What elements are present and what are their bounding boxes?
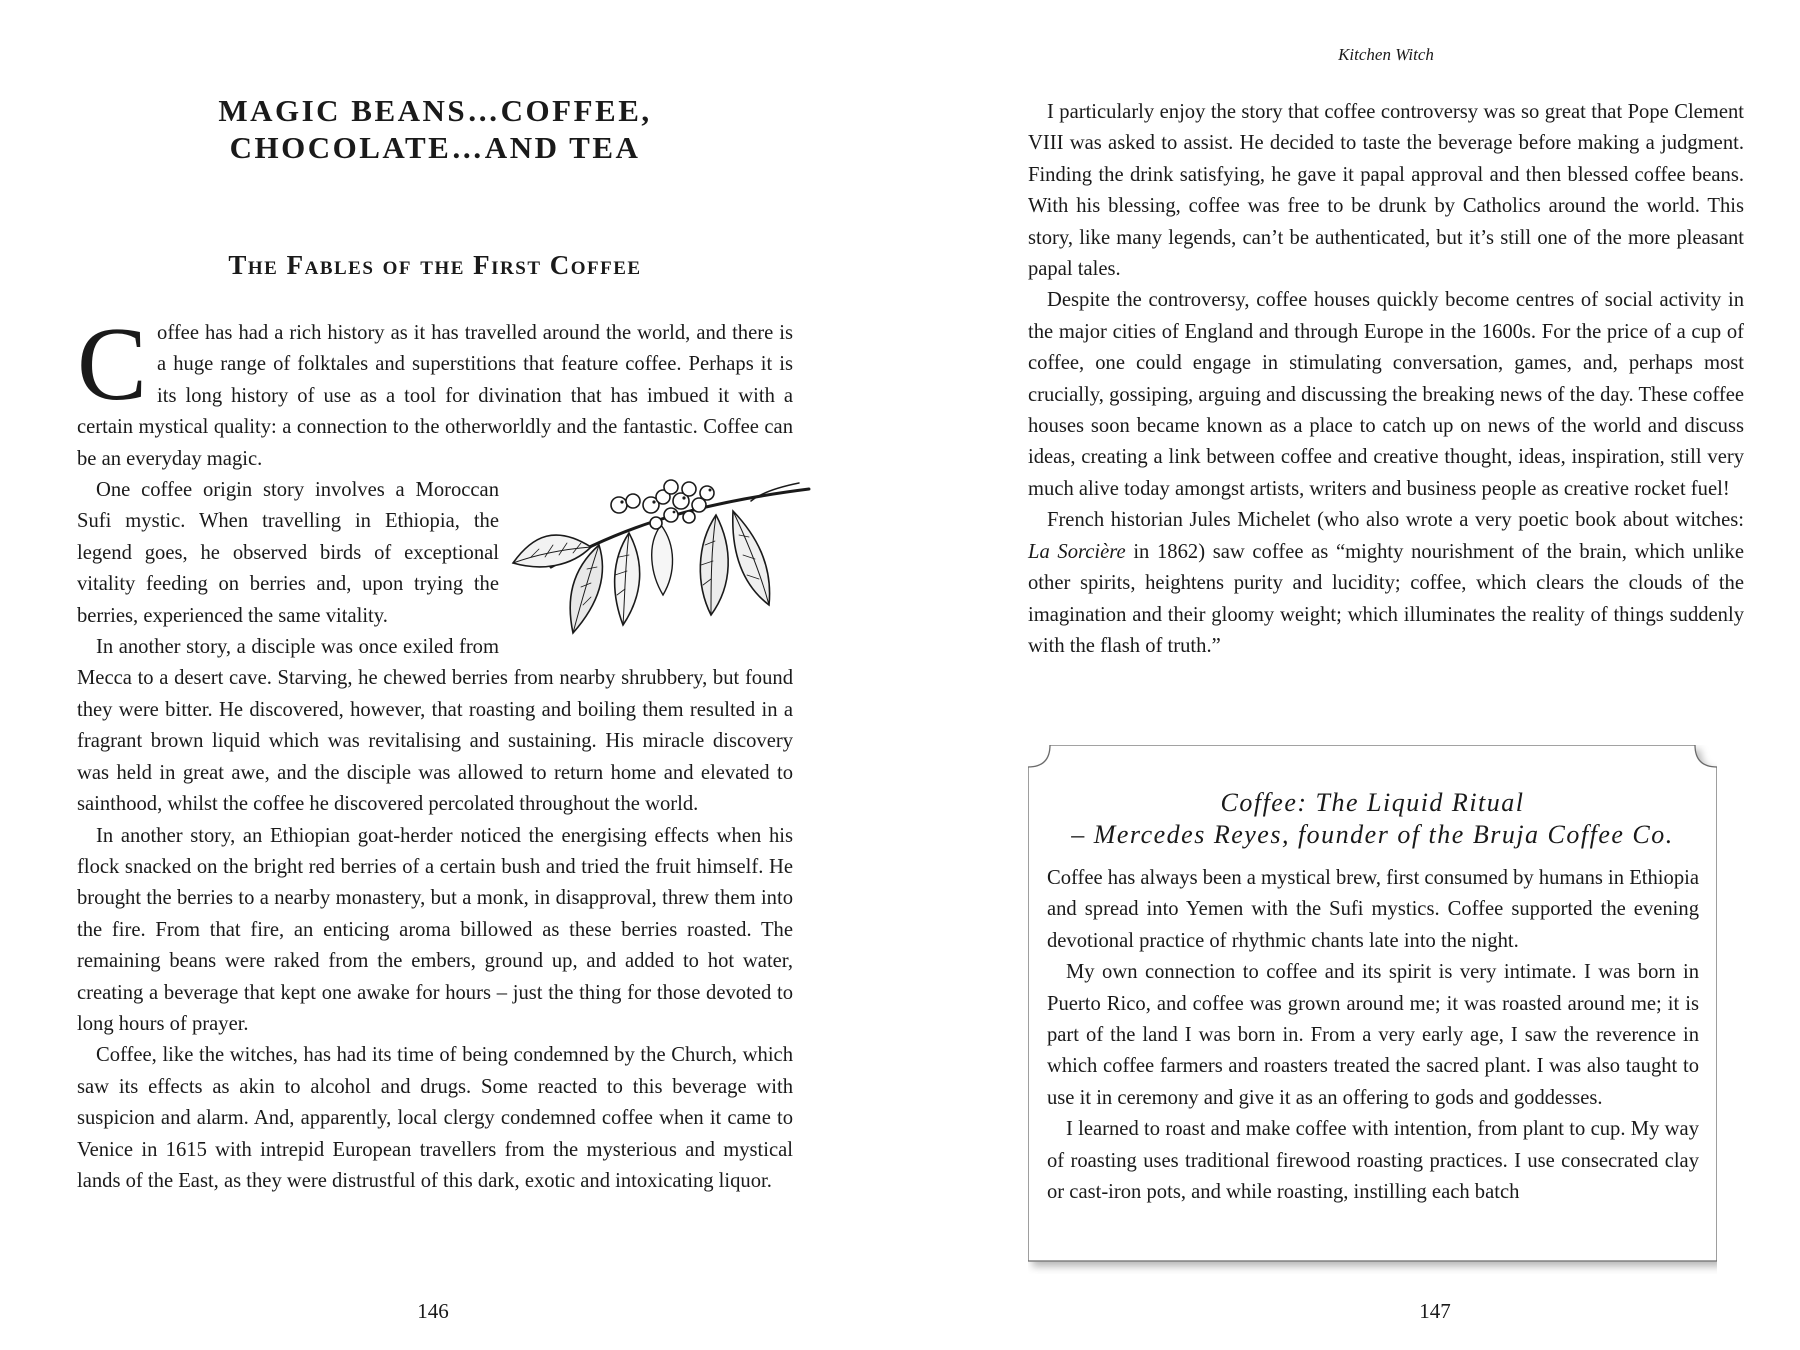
paragraph: In another story, an Ethiopian goat-herder noticed the energising effects when his flock snacked on the bright red berries of a certain bush and tried the fruit himself. He brought the berries to a nearby monastery, but a monk, in disapproval, threw them into the fire. From that fire, an enticing aroma billowed as these berries roasted. The remaining beans were raked from the embers, ground up, and added to hot water, creating a beverage that kept one awake for hours – just the thing for those devoted to long hours of prayer. bbox=[77, 824, 793, 1035]
sidebar-box bbox=[1028, 745, 1717, 1274]
sidebar-title bbox=[1028, 787, 1717, 851]
sidebar-body-text bbox=[1047, 863, 1699, 1208]
chapter-title-line-1: MAGIC BEANS…COFFEE, bbox=[218, 93, 652, 128]
paragraph: Coffee, like the witches, has had its time of being condemned by the Church, which saw its effects as akin to alcohol and drugs. Some reacted to this beverage with suspicion and alarm. And, apparently, local clergy condemned coffee when it came to Venice in 1615 with intrepid European travellers from the mysterious and mystical lands of the East, as they were distrustful of this dark, exotic and intoxicating liquor. bbox=[77, 1044, 793, 1192]
paragraph-text: One coffee origin story involves a Moroccan Sufi mystic. When travelling in Ethiopia, the legend goes, he observed birds of exceptional vitality feeding on berries and, upon trying the berries, experienced the same vitality. bbox=[77, 479, 499, 627]
paragraph-text: French historian Jules Michelet (who also wrote a very poetic book about witches: bbox=[1047, 509, 1744, 532]
page-number: 146 bbox=[417, 1299, 449, 1323]
paragraph bbox=[77, 305, 793, 475]
coffee-branch-icon bbox=[511, 475, 811, 647]
left-body-text bbox=[77, 305, 793, 1197]
chapter-title bbox=[77, 92, 793, 166]
paragraph bbox=[77, 475, 793, 632]
paragraph-text: offee has had a rich history as it has travelled around the world, and there is a huge range of folktales and superstitions that feature coffee. Perhaps it is its long history of use as a tool for divination that has imbued it with a certain mystical quality: a connection to the otherworldly and the fantastic. Coffee can be an everyday magic. bbox=[77, 322, 793, 470]
page-number: 147 bbox=[1419, 1299, 1451, 1323]
right-body-text bbox=[1028, 97, 1744, 662]
section-heading: The Fables of the First Coffee bbox=[228, 250, 642, 280]
paragraph-text: in 1862) saw coffee as “mighty nourishment of the brain, which unlike other spirits, heightens purity and lucidity; coffee, which clears the clouds of the imagination and their gloomy weight; which illuminates the reality of things suddenly with the flash of truth.” bbox=[1028, 540, 1744, 657]
paragraph: Coffee has always been a mystical brew, first consumed by humans in Ethiopia and spread into Yemen with the Sufi mystics. Coffee supported the evening devotional practice of rhythmic chants late into the night. bbox=[1047, 867, 1699, 952]
book-title: La Sorcière bbox=[1028, 540, 1126, 563]
right-page bbox=[900, 0, 1800, 1350]
sidebar-title-line-1: Coffee: The Liquid Ritual bbox=[1220, 788, 1525, 817]
paragraph bbox=[1028, 505, 1744, 662]
paragraph: I learned to roast and make coffee with intention, from plant to cup. My way of roasting uses traditional firewood roasting practices. I use consecrated clay or cast-iron pots, and while roasting, instilling each batch bbox=[1047, 1118, 1699, 1204]
sidebar-title-line-2: – Mercedes Reyes, founder of the Bruja Coffee Co. bbox=[1071, 820, 1674, 849]
paragraph: In another story, a disciple was once exiled from Mecca to a desert cave. Starving, he chewed berries from nearby shrubbery, but found they were bitter. He discovered, however, that roasting and boiling them resulted in a fragrant brown liquid which was revitalising and sustaining. His miracle discovery was held in great awe, and the disciple was allowed to return home and elevated to sainthood, whilst the coffee he discovered percolated throughout the world. bbox=[77, 636, 793, 816]
paragraph: My own connection to coffee and its spirit is very intimate. I was born in Puerto Rico, and coffee was grown around me; it was roasted around me; it is part of the land I was born in. From a very early age, I saw the reverence in which coffee farmers and roasters treated the sacred plant. I was also taught to use it in ceremony and give it as an offering to gods and goddesses. bbox=[1047, 961, 1699, 1109]
paragraph: Despite the controversy, coffee houses quickly become centres of social activity in the major cities of England and through Europe in the 1600s. For the price of a cup of coffee, one could engage in stimulating conversation, games, and, perhaps most crucially, gossiping, arguing and discussing the breaking news of the day. These coffee houses soon became known as a place to catch up on news of the world and discuss ideas, creating a link between coffee and creative thought, ideas, inspiration, still very much alive today amongst artists, writers and business people as creative rocket fuel! bbox=[1028, 289, 1744, 500]
running-head: Kitchen Witch bbox=[1338, 45, 1434, 64]
drop-cap: C bbox=[77, 305, 148, 422]
paragraph: I particularly enjoy the story that coffee controversy was so great that Pope Clement VIII was asked to assist. He decided to taste the beverage before making a judgment. Finding the drink satisfying, he gave it papal approval and then blessed coffee beans. With his blessing, coffee was free to be drunk by Catholics around the world. This story, like many legends, can’t be authenticated, but it’s still one of the more pleasant papal tales. bbox=[1028, 101, 1744, 281]
chapter-title-line-2: CHOCOLATE…AND TEA bbox=[229, 130, 641, 165]
